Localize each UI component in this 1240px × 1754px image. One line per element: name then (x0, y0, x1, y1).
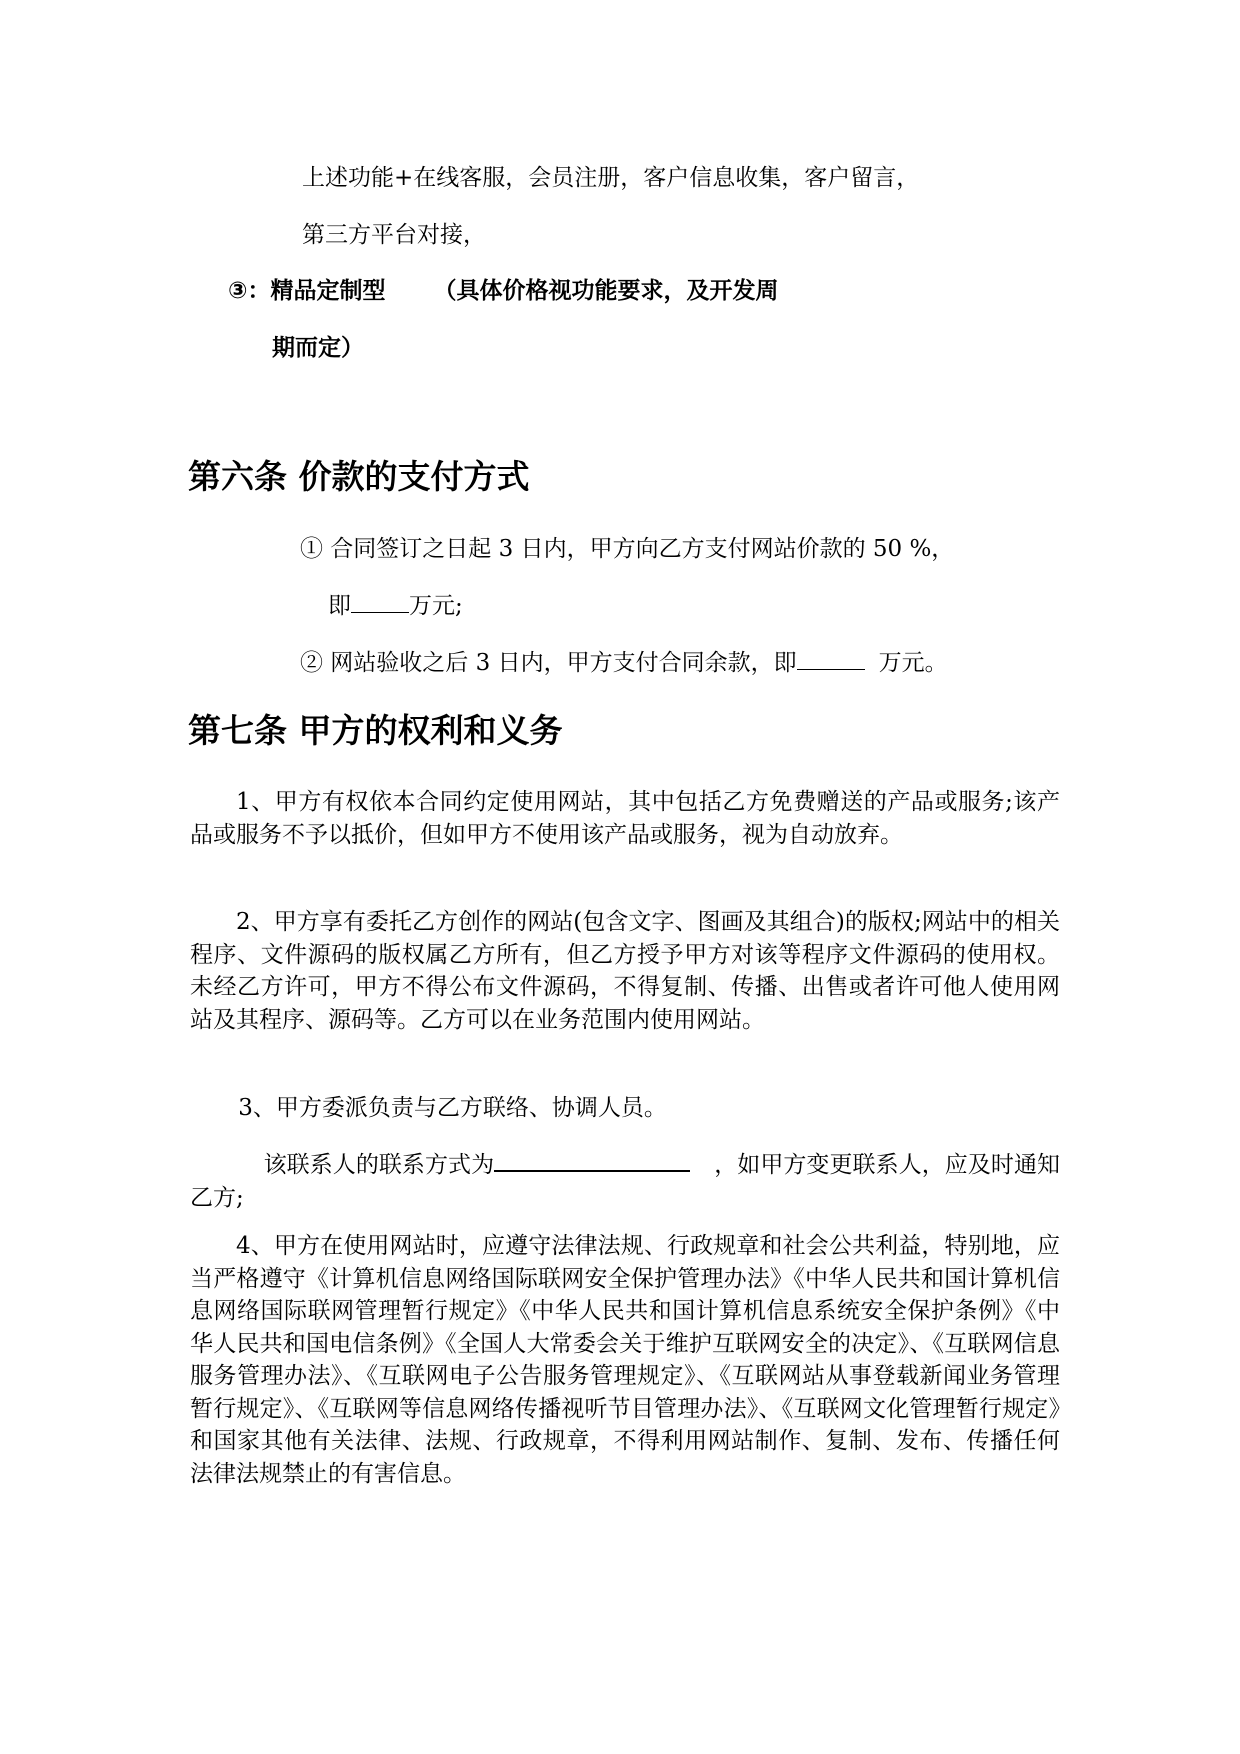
payment-item-1-suffix: 万元; (409, 593, 463, 619)
payment-item-2 (300, 647, 948, 679)
feature-list-line: 第三方平台对接， (302, 222, 486, 248)
payment-item-1-amount (328, 590, 463, 622)
payment-item-2-prefix: ② 网站验收之后 3 日内，甲方支付合同余款，即 (300, 650, 797, 676)
article-7-title: 第七条 甲方的权利和义务 (188, 711, 563, 750)
amount-blank-2[interactable] (797, 647, 865, 670)
contact-prefix: 该联系人的联系方式为 (263, 1152, 495, 1178)
rights-clause-2: 2、甲方享有委托乙方创作的网站(包含文字、图画及其组合)的版权;网站中的相关程序、文件源码的版权属乙方所有，但乙方授予甲方对该等程序文件源码的使用权。未经乙方许可，甲方不得公布文件源码，不得复制、传播、出售或者许可他人使用网站及其程序、源码等。乙方可以在业务范围内使用网站。 (190, 909, 1060, 1033)
payment-item-2-suffix: 万元。 (878, 650, 948, 676)
rights-clause-3: 3、甲方委派负责与乙方联络、协调人员。 (238, 1095, 667, 1121)
rights-clause-1: 1、甲方有权依本合同约定使用网站，其中包括乙方免费赠送的产品或服务;该产品或服务不予以抵价，但如甲方不使用该产品或服务，视为自动放弃。 (190, 789, 1060, 848)
contact-method-blank[interactable] (494, 1148, 690, 1172)
payment-item-1: ① 合同签订之日起 3 日内，甲方向乙方支付网站价款的 50 %， (300, 536, 955, 562)
premium-tier-heading: ③：精品定制型 （具体价格视功能要求，及开发周 (228, 278, 779, 304)
rights-clause-3-contact (190, 1148, 1060, 1214)
rights-clause-4: 4、甲方在使用网站时，应遵守法律法规、行政规章和社会公共利益，特别地，应当严格遵守《计算机信息网络国际联网安全保护管理办法》《中华人民共和国计算机信息网络国际联网管理暂行规定》《中华人民共和国计算机信息系统安全保护条例》《中华人民共和国电信条例》《全国人大常委会关于维护互联网安全的决定》、《互联网信息服务管理办法》、《互联网电子公告服务管理规定》、《互联网站从事登载新闻业务管理暂行规定》、《互联网等信息网络传播视听节目管理办法》、《互联网文化管理暂行规定》和国家其他有关法律、法规、行政规章，不得利用网站制作、复制、发布、传播任何法律法规禁止的有害信息。 (190, 1233, 1060, 1487)
feature-list-line: 上述功能+在线客服，会员注册，客户信息收集，客户留言， (302, 165, 920, 191)
amount-blank-1[interactable] (351, 590, 409, 613)
article-6-title: 第六条 价款的支付方式 (188, 457, 530, 496)
premium-tier-heading-cont: 期而定） (272, 335, 364, 361)
payment-item-1-prefix: 即 (328, 593, 351, 619)
contact-suffix: ，如甲方变更联系人，应及时通知乙方; (190, 1152, 1061, 1211)
